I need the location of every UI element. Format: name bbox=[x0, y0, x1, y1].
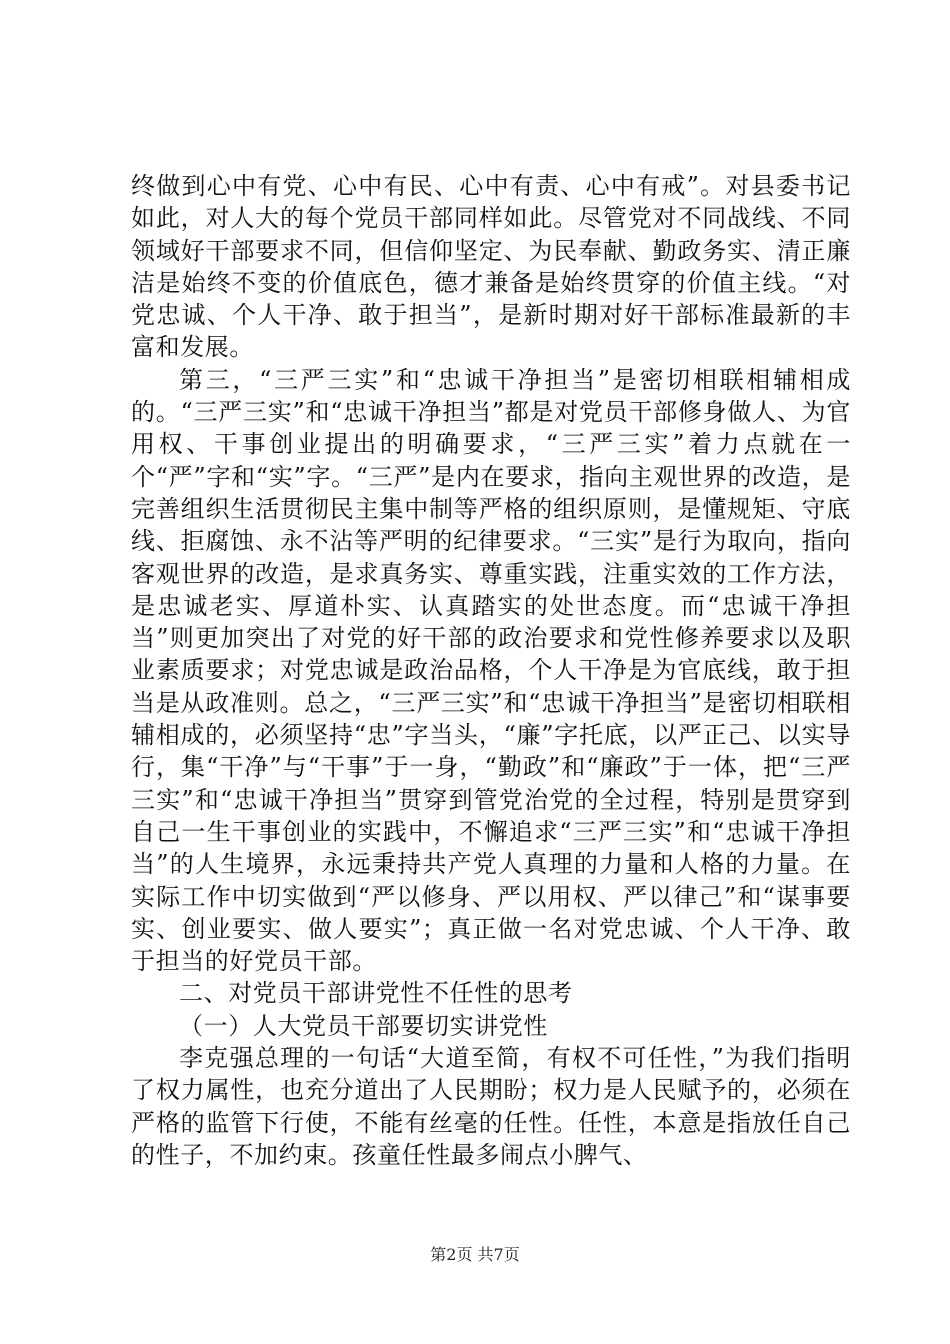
subsection-heading: （一）人大党员干部要切实讲党性 bbox=[179, 1011, 548, 1040]
paragraph-premier-quote: 李克强总理的一句话“大道至简，有权不可任性，”为我们指明了权力属性，也充分道出了人民期盼；权力是人民赋予的，必须在严格的监管下行使，不能有丝毫的任性。任性，本意是指放任自己的性子，不加约束。孩童任性最多闹点小脾气、 bbox=[131, 1044, 851, 1169]
paragraph-third-point: 第三，“三严三实”和“忠诚干净担当”是密切相联相辅相成的。“三严三实”和“忠诚干净担当”都是对党员干部修身做人、为官用权、干事创业提出的明确要求，“三严三实”着力点就在一个“严”字和“实”字。“三严”是内在要求，指向主观世界的改造，是完善组织生活贯彻民主集中制等严格的组织原则，是懂规矩、守底线、拒腐蚀、永不沾等严明的纪律要求。“三实”是行为取向，指向客观世界的改造，是求真务实、尊重实践，注重实效的工作方法，是忠诚老实、厚道朴实、认真踏实的处世态度。而“忠诚干净担当”则更加突出了对党的好干部的政治要求和党性修养要求以及职业素质要求；对党忠诚是政治品格，个人干净是为官底线，敢于担当是从政准则。总之，“三严三实”和“忠诚干净担当”是密切相联相辅相成的，必须坚持“忠”字当头，“廉”字托底，以严正己、以实导行，集“干净”与“干事”于一身，“勤政”和“廉政”于一体，把“三严三实”和“忠诚干净担当”贯穿到管党治党的全过程，特别是贯穿到自己一生干事创业的实践中，不懈追求“三严三实”和“忠诚干净担当”的人生境界，永远秉持共产党人真理的力量和人格的力量。在实际工作中切实做到“严以修身、严以用权、严以律己”和“谋事要实、创业要实、做人要实”；真正做一名对党忠诚、个人干净、敢于担当的好党员干部。 bbox=[131, 365, 851, 976]
page-footer: 第2页 共7页 bbox=[430, 1245, 520, 1264]
section-heading: 二、对党员干部讲党性不任性的思考 bbox=[179, 979, 573, 1008]
document-body bbox=[131, 170, 851, 1171]
paragraph-continuation: 终做到心中有党、心中有民、心中有责、心中有戒”。对县委书记如此，对人大的每个党员干部同样如此。尽管党对不同战线、不同领域好干部要求不同，但信仰坚定、为民奉献、勤政务实、清正廉洁是始终不变的价值底色，德才兼备是始终贯穿的价值主线。“对党忠诚、个人干净、敢于担当”，是新时期对好干部标准最新的丰富和发展。 bbox=[131, 172, 851, 362]
